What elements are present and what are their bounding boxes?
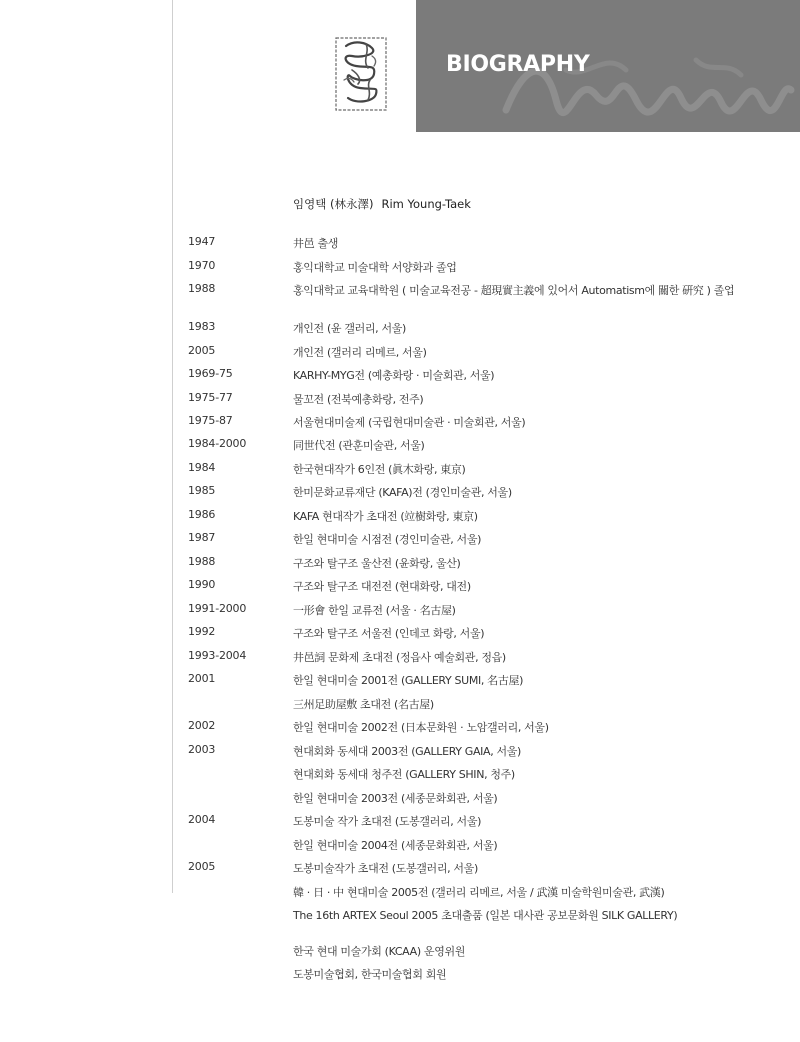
entry-description: 구조와 탈구조 울산전 (윤화랑, 울산): [293, 557, 461, 570]
entry-description: 井邑 출생: [293, 237, 338, 250]
entry-year: 1975-77: [188, 391, 233, 404]
entry-year: 1991-2000: [188, 602, 247, 615]
entry-year: 2002: [188, 719, 216, 732]
entry-description: 구조와 탈구조 서울전 (인데코 화랑, 서울): [293, 627, 485, 640]
entry-year: 1984: [188, 461, 216, 474]
page-title: BIOGRAPHY: [446, 52, 590, 77]
entry-year: 1987: [188, 531, 216, 544]
entry-description: 한일 현대미술 시점전 (경인미술관, 서울): [293, 533, 482, 546]
entry-year: 1975-87: [188, 414, 233, 427]
artist-name: [293, 196, 471, 212]
entry-description: 井邑詞 문화제 초대전 (정읍사 예술회관, 정읍): [293, 651, 506, 664]
entry-year: 1986: [188, 508, 216, 521]
entry-year: 2001: [188, 672, 216, 685]
entry-description: 홍익대학교 미술대학 서양화과 졸업: [293, 261, 457, 274]
entry-year: 1990: [188, 578, 216, 591]
entry-description: 도봉미술협회, 한국미술협회 회원: [293, 968, 447, 981]
entry-description: 구조와 탈구조 대전전 (현대화랑, 대전): [293, 580, 471, 593]
entry-description: 개인전 (갤러리 리메르, 서울): [293, 346, 427, 359]
entry-year: 1984-2000: [188, 437, 247, 450]
entry-year: 1947: [188, 235, 216, 248]
entry-description: 한일 현대미술 2003전 (세종문화회관, 서울): [293, 792, 498, 805]
entry-year: 1988: [188, 555, 216, 568]
entry-year: 1969-75: [188, 367, 233, 380]
entry-description: 한일 현대미술 2002전 (日本문화원 · 노암갤러리, 서울): [293, 721, 549, 734]
entry-description: 도봉미술 작가 초대전 (도봉갤러리, 서울): [293, 815, 482, 828]
entry-year: 1988: [188, 282, 216, 295]
entry-description: 현대회화 동세대 청주전 (GALLERY SHIN, 청주): [293, 768, 515, 781]
entry-description: KARHY-MYG전 (예총화랑 · 미술회관, 서울): [293, 369, 495, 382]
entry-description: 서울현대미술제 (국립현대미술관 · 미술회관, 서울): [293, 416, 526, 429]
entry-description: 한일 현대미술 2004전 (세종문화회관, 서울): [293, 839, 498, 852]
entry-description: 韓 · 日 · 中 현대미술 2005전 (갤러리 리메르, 서울 / 武漢 미술학원미술관, 武漢): [293, 886, 665, 899]
entry-description: 물꼬전 (전북예총화랑, 전주): [293, 393, 424, 406]
entry-year: 1983: [188, 320, 216, 333]
artist-name-korean: 임영택 (林永澤): [293, 197, 374, 211]
artist-name-english: Rim Young-Taek: [381, 197, 471, 211]
entry-description: 同世代전 (관훈미술관, 서울): [293, 439, 425, 452]
biography-banner: [416, 0, 800, 132]
entry-year: 2005: [188, 860, 216, 873]
entry-description: 도봉미술작가 초대전 (도봉갤러리, 서울): [293, 862, 478, 875]
entry-description: 三州足助屋敷 초대전 (名古屋): [293, 698, 434, 711]
entry-description: 한미문화교류재단 (KAFA)전 (경인미술관, 서울): [293, 486, 512, 499]
entry-description: 홍익대학교 교육대학원 ( 미술교육전공 - 超現實主義에 있어서 Automatism에 關한 硏究 ) 졸업: [293, 284, 735, 297]
entry-description: 一形會 한일 교류전 (서울 · 名古屋): [293, 604, 456, 617]
entry-description: 개인전 (윤 갤러리, 서울): [293, 322, 406, 335]
entry-description: 한국 현대 미술가회 (KCAA) 운영위원: [293, 945, 466, 958]
entry-description: 한국현대작가 6인전 (眞木화랑, 東京): [293, 463, 466, 476]
entry-year: 1992: [188, 625, 216, 638]
entry-year: 1985: [188, 484, 216, 497]
entry-year: 2004: [188, 813, 216, 826]
entry-description: 현대회화 동세대 2003전 (GALLERY GAIA, 서울): [293, 745, 521, 758]
entry-year: 1970: [188, 259, 216, 272]
calligraphy-seal-image: [332, 34, 390, 114]
entry-year: 2003: [188, 743, 216, 756]
entry-description: KAFA 현대작가 초대전 (竝樹화랑, 東京): [293, 510, 478, 523]
entry-year: 1993-2004: [188, 649, 247, 662]
entry-description: 한일 현대미술 2001전 (GALLERY SUMI, 名古屋): [293, 674, 524, 687]
entry-year: 2005: [188, 344, 216, 357]
entry-description: The 16th ARTEX Seoul 2005 초대출품 (일본 대사관 공보문화원 SILK GALLERY): [293, 909, 678, 922]
vertical-divider: [172, 0, 173, 893]
